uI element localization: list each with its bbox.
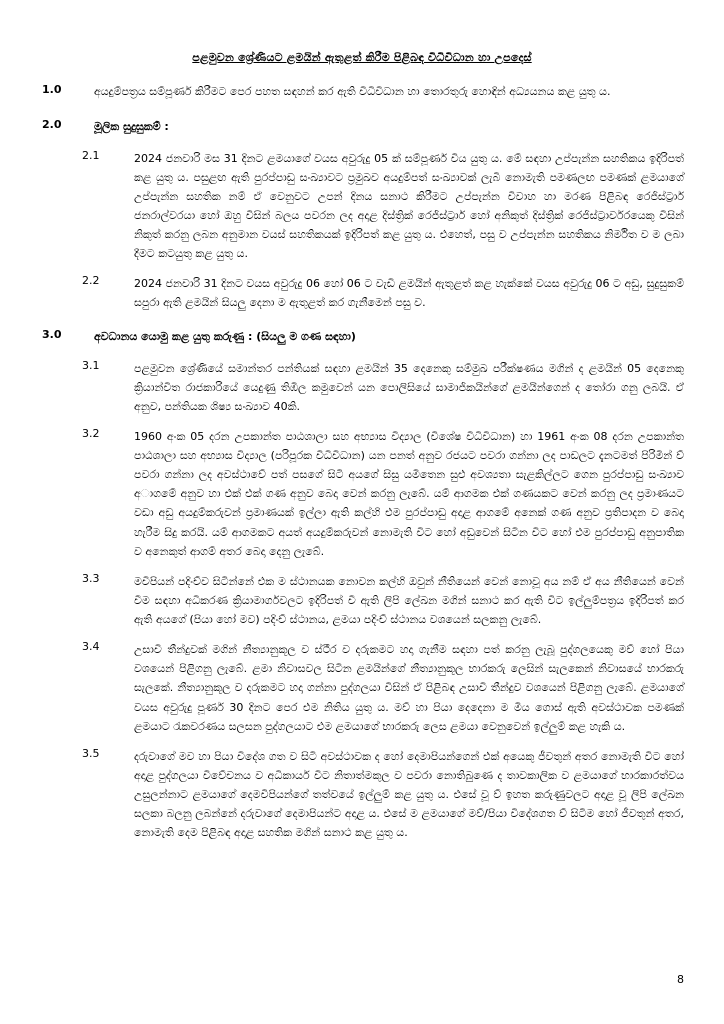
page-title: පළමුවන ශ්‍රේණියට ළමයින් ඇතුළත් කිරීම පිළිබඳ විධිවිධාන හා උපදෙස් [192,51,532,64]
section-3-item-4 [40,640,684,736]
section-3 [40,328,684,347]
section-3-item-4-number: 3.4 [82,640,100,654]
section-2-item-2-number: 2.2 [82,274,100,288]
section-3-item-3-text: මවිපියන් පදිංච්ව සිටින්නේ එක ම ස්ථානයක නොවන කල්හි ඔවුන් නීතියෙන් වෙන් නොවූ අය නම් ඒ අය නීතියෙන් වෙන් වීම සඳහා අධිකරණ ක්‍රියාමාර්ගවලට ඉදිරිපත් වී ඇති ලිපි ලේඛන මගින් සනාථ කර ඇති විට ඉල්ලුම්පත්‍රය ඉදිරිපත් කර ඇති අයගේ (පියා හෝ මව) පදිංච් ස්ථානය, ළමයා පදිංච් ස්ථානය වශයෙන් සලකනු ලැබේ. [134,574,684,627]
section-3-item-3 [40,572,684,629]
section-3-item-3-number: 3.3 [82,571,100,585]
section-2 [40,118,684,137]
section-2-item-2 [40,274,684,312]
section-2-item-1 [40,149,684,264]
section-2-item-1-text: 2024 ජනවාරි මස 31 දිනට ළමයාගේ වයස අවුරුදු 05 ක් සම්පූර්ණ විය යුතු ය. මේ සඳහා උප්පැන්න සහතිකය ඉදිරිපත් කළ යුතු ය. පසුළඟ ඇති පුරප්පාඩු සංඛ්‍යාවට ප්‍රමුඛව අයදුම්පත් සංඛ්‍යාවක් ලැබී නොමැති පමණලඟ පමණක් ළමයාගේ උප්පැන්න සහතික නම් ඒ වෙනුවට උපන් දිනය සනාථ කිරීමට උප්පැන්න විවාහ හා මරණ පිළිබඳ රෙජිස්ට්‍රාර් ජනරාල්වරයා හෝ ඔහු විසින් බලය පවරන ලද අදාළ දිස්ත්‍රික් රෙජිස්ට්‍රාර් හෝ අනිකුත් දිස්ත්‍රික් රෙජිස්ට්‍රාර්වරයෙකු විසින් නිකුත් කරනු ලබන අනුමාන වයස් සහතිකයක් ඉදිරිපත් කළ යුතු ය. එහෙත්, පසු ව උප්පැන්න සහතිකය නිර්මිත ව ම ලබා දීමට කටයුතු කළ යුතු ය. [134,151,684,261]
section-2-number: 2.0 [42,117,62,131]
section-2-heading: මූලික සුදුසුකම් : [94,119,169,133]
section-3-item-2 [40,427,684,561]
section-1-number: 1.0 [42,82,62,96]
section-3-number: 3.0 [42,327,62,341]
section-3-item-4-text: උසාවි තීන්දුවක් මගින් නීත්‍යානුකූල ව ස්ථීර ව දරුකමට හදා ගැනීම සඳහා පත් කරනු ලැබූ පුද්ගලයෙකු මව් හෝ පියා වශයෙන් පිළිගනු ලැබේ. ළමා නිවාසවල සිටින ළමයින්ගේ නීත්‍යානුකූල භාරකරු ලෙසින් සැලකෙන් නිවාසයේ භාරකරු සැලකේ. නීත්‍යානුකූල ව දරුකමට හදා ගන්නා පුද්ගලයා විසින් ඒ පිළිබඳ උසාවි තීන්දුව වශයෙන් පිළිගනු ලැබේ. ළමයාගේ වයස අවුරුදු පූර්ණ 30 දිනට පෙර එම නිතිය යුතු ය. මව් හා පියා දෙදෙනා ම මිය ගොස් ඇති අවස්ථාවක පමණක් ළමයාට රැකවරණය සලසන පුද්ගලයාට එම ළමයාගේ භාරකරු ලෙස ළමයා වෙනුවෙන් ඉල්ලුම් කළ හැකි ය. [134,643,684,733]
section-3-item-2-number: 3.2 [82,426,100,440]
section-3-item-1 [40,359,684,416]
section-3-item-5-number: 3.5 [82,746,100,760]
section-3-item-1-text: පළමුවන ශ්‍රේණියේ සමාන්තර පන්තියක් සඳහා ළමයින් 35 දෙනෙකු සම්මුඛ පරීක්ෂණය මගින් ද ළමයින් 05 දෙනෙකු ක්‍රියාන්විත රාජකාරියේ යෙදුණු තිඹිල කමුවෙන් යන පොලිසියේ සාමාජිකයින්ගේ ළමයින්ගෙන් ද තෝරා ගනු ලබයි. ඒ අනුව, පන්තියක ශිෂ්‍ය සංඛ්‍යාව 40කි. [134,361,684,413]
section-1-text: අයදුම්පත්‍රය සම්පූර්ණ කිරීමට පෙර පහත සඳහන් කර ඇති විධිවිධාන හා තොරතුරු හොඳින් අධ්‍යයනය කළ යුතු ය. [94,84,611,98]
page-number: 8 [677,973,684,986]
section-1 [40,83,684,102]
section-3-item-5-text: දරුවාගේ මව හා පියා විදේශ ගත ව සිටි අවස්ථාවක ද හෝ දෙමාපියන්ගෙන් එක් අයෙකු ජීවතුන් අතර නොමැති විට හෝ අදාළ පුද්ගලයා විවේචනය ව අධිකාර්ය විට නිතාත්මකුල ව පවරා නොතිබුණෙ ද තාවකාලික ව ළමයාගේ භාරකාරත්වය උසුලන්නාට ළමයාගේ දෙමවිපියන්ගේ තත්වයේ ඉල්ලුම් කළ යුතු ය. එසේ වූ ව් ඉහත කරුණුවලට අදාළ වූ ලිපි ලේඛන සලකා බලනු ලබන්නේ දරුවාගේ දෙමාපියන්ට අදාළ ය. එසේ ම ළමයාගේ මව්/පියා විදේශගත ව් සිටීම හෝ ජීවතුන් අතර, නොමැති දෙම පිළිබඳ අදාළ සහතික මගින් සනාථ කළ යුතු ය. [134,749,684,840]
section-2-item-2-text: 2024 ජනවාරි 31 දිනට වයස අවුරුදු 06 හෝ 06 ට වැඩි ළමයින් ඇතුළත් කළ හැක්කේ වයස අවුරුදු 06 ට අඩු, සුදුසුකම් සපුරා ඇති ළමයින් සියලු දෙනා ම ඇතුළත් කර ගැනීමෙන් පසු ව. [134,277,684,310]
section-2-item-1-number: 2.1 [82,148,100,162]
section-3-item-1-number: 3.1 [82,358,100,372]
section-3-item-2-text: 1960 අංක 05 දරන උපකාන්ත පාඨශාලා සහ අභ්‍යාස විද්‍යාල (විශේෂ විධිවිධාන) හා 1961 අංක 08 දරන උපකාන්ත පාඨශාලා සහ අභ්‍යාස විද්‍යාල (පරිපූරක විධිවිධාන) යන පනත් අනුව රජයට පවරා ගන්නා ලද පාඩලට දැනටමත් පිරිමින් ව් පවරා ගන්නා ලද අවස්ථාවේ පත් පසගේ සිටි අයගේ සිසු යමිතෙන සුළු අවශ්‍යතා සැළකිල්ලට ගෙන පුරප්පාඩු සංඛ්‍යාව අාගමේ අනුව හා එක් එක් ගණ අනුව බෙදා වෙන් කරනු ලැබේ. යම් ආගමක එක් ගණයකට වෙන් කරනු ලද ප්‍රමාණයට වඩා අඩු අයදුම්කරුවන් ප්‍රමාණයක් ඉල්ලා ඇති කල්හි එම පුරප්පාඩු අදාළ ආගමේ අනෙක් ගණ අනුව ප්‍රතිපාදන ව බෙදා හැරීම සිදු කරයි. යම් ආගමකට අයත් අයදුම්කරුවන් නොමැති විට හෝ අඩුවෙන් සිටින විට හෝ එම පුරප්පාඩු අනුපාතික ව අනෙකුත් ආගම් අතර බෙදා දෙනු ලැබේ. [134,429,684,558]
section-3-item-5 [40,747,684,843]
section-3-heading: අවධානය යොමු කළ යුතු කරුණු : (සියලු ම ගණ සඳහා) [94,329,356,343]
